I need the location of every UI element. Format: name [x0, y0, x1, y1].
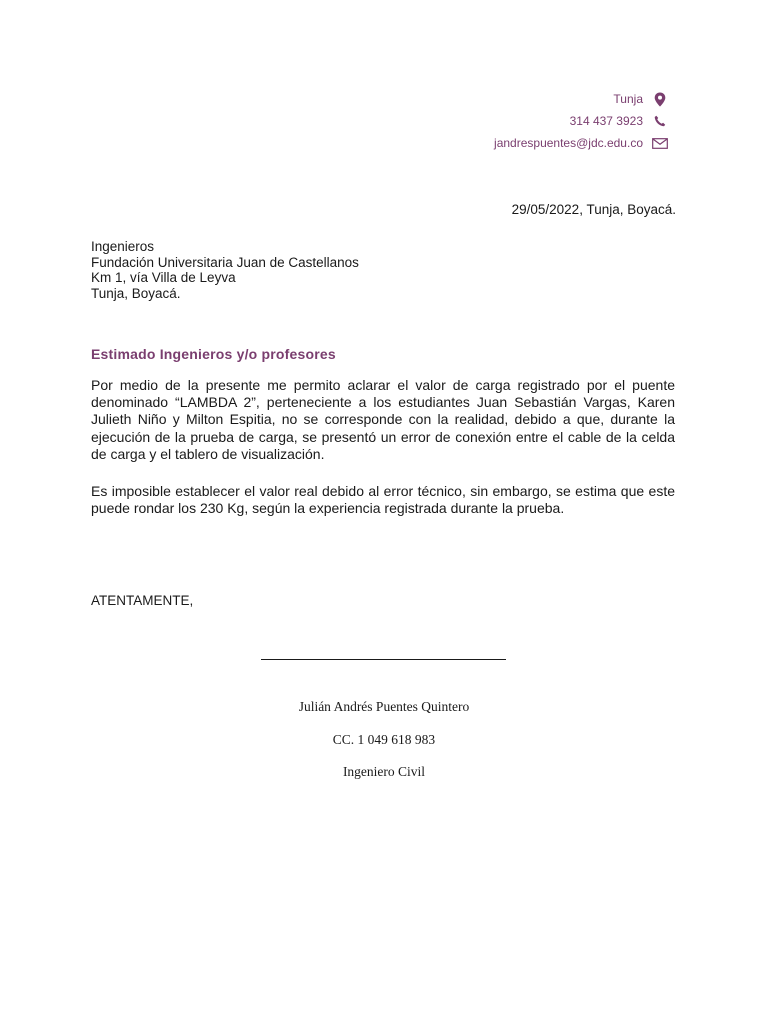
contact-email[interactable]: jandrespuentes@jdc.edu.co — [494, 136, 643, 150]
closing: ATENTAMENTE, — [91, 593, 194, 608]
recipient-line: Fundación Universitaria Juan de Castellanos — [91, 254, 359, 270]
contact-city-line — [494, 88, 670, 110]
signer-name: Julián Andrés Puentes Quintero — [298, 699, 470, 714]
contact-email-line — [494, 132, 670, 154]
signer-id: CC. 1 049 618 983 — [332, 732, 436, 747]
recipient-line: Tunja, Boyacá. — [91, 285, 181, 301]
date-line: 29/05/2022, Tunja, Boyacá. — [511, 202, 676, 217]
recipient-line: Km 1, vía Villa de Leyva — [91, 270, 236, 285]
recipient-address — [91, 239, 359, 301]
signature-line — [261, 659, 506, 660]
salutation: Estimado Ingenieros y/o profesores — [91, 346, 336, 362]
body-paragraph-1: Por medio de la presente me permito aclarar el valor de carga registrado por el puente denominado “LAMBDA 2”, perteneciente a los estudiantes Juan Sebastián Vargas, Karen Julieth Niño y Milton Espitia, no se corresponde con la realidad, debido a que, durante la ejecución de la prueba de carga, se presentó un error de conexión entre el cable de la celda de carga y el tablero de visualización. — [91, 377, 675, 462]
contact-block — [494, 88, 670, 154]
contact-phone-line — [494, 110, 670, 132]
body-paragraph-2: Es imposible establecer el valor real debido al error técnico, sin embargo, se estima que este puede rondar los 230 Kg, según la experiencia registrada durante la prueba. — [91, 483, 675, 517]
phone-icon — [650, 113, 670, 129]
contact-phone: 314 437 3923 — [569, 114, 643, 128]
signer-title: Ingeniero Civil — [342, 764, 426, 779]
envelope-icon — [650, 135, 670, 151]
recipient-line: Ingenieros — [91, 239, 155, 254]
contact-city: Tunja — [613, 92, 643, 106]
location-pin-icon — [650, 91, 670, 107]
